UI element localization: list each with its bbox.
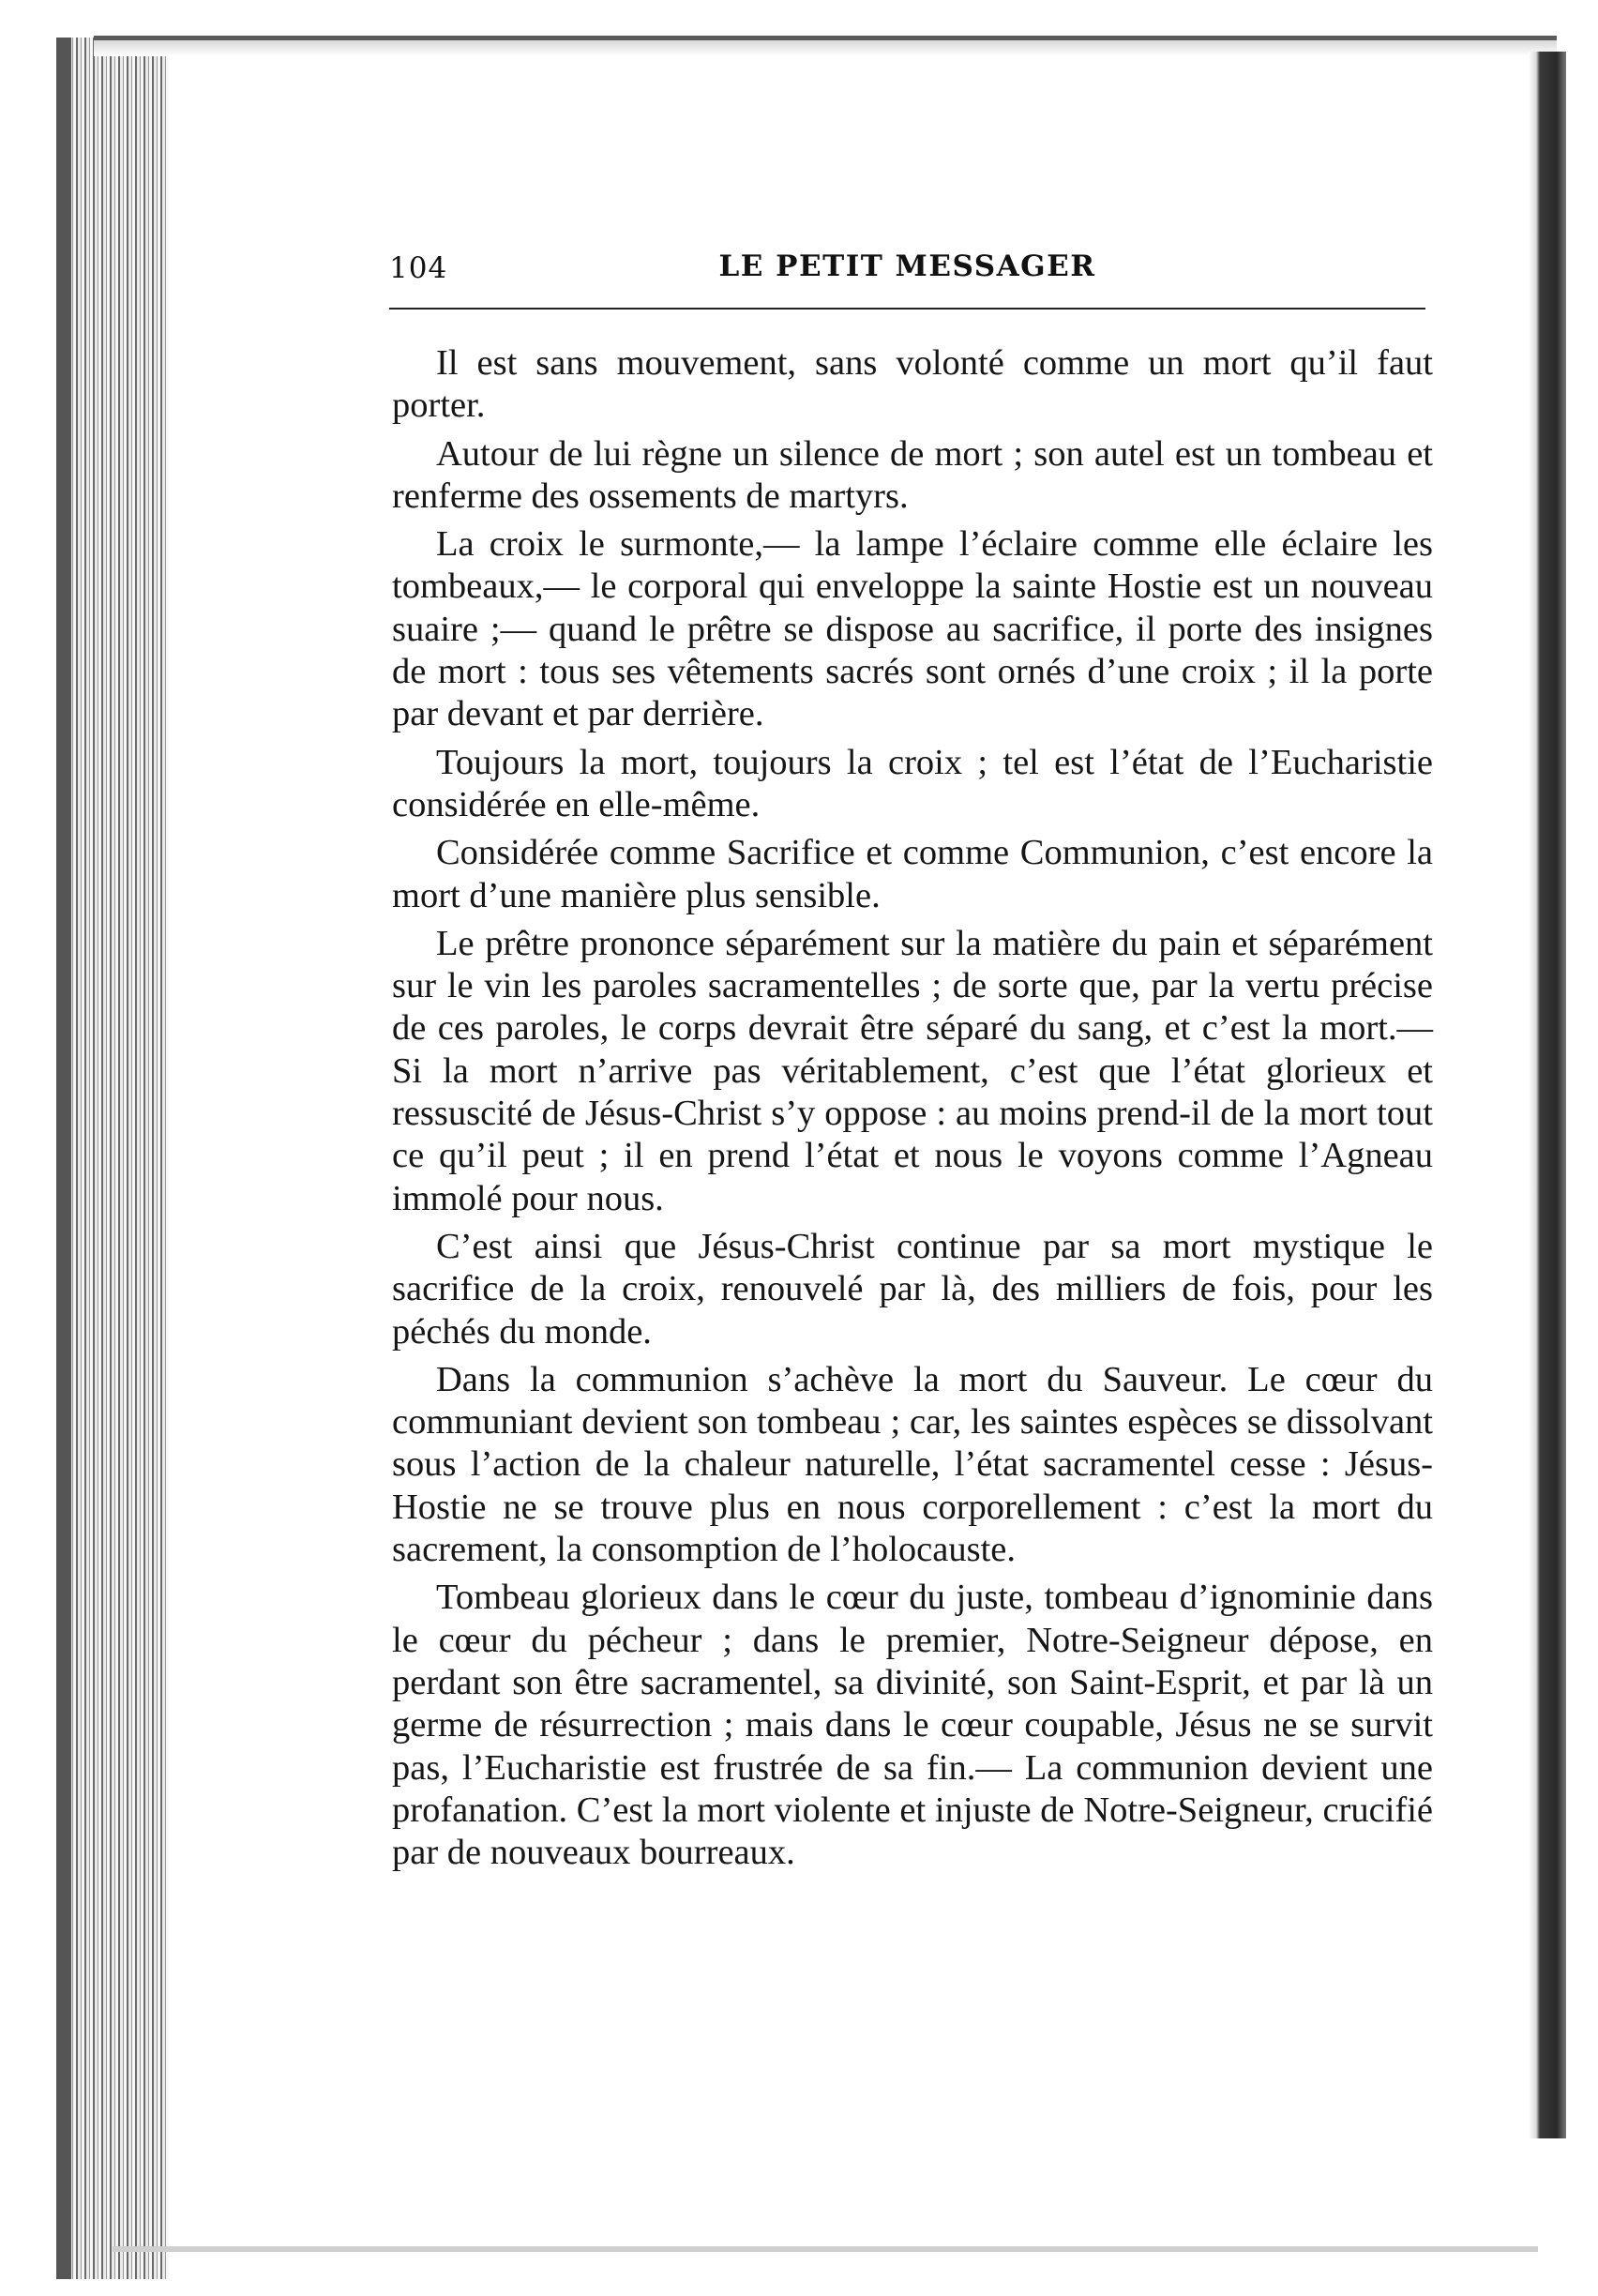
- paragraph: Autour de lui règne un silence de mort ; son autel est un tombeau et renferme des ossements de martyrs.: [392, 433, 1433, 516]
- paragraph: C’est ainsi que Jésus-Christ continue par sa mort mystique le sacrifice de la croix, renouvelé par là, des milliers de fois, pour les péchés du monde.: [392, 1226, 1433, 1352]
- running-title: LE PETIT MESSAGER: [718, 249, 1096, 283]
- book-spine-shadow: [56, 38, 71, 2279]
- paragraph: Tombeau glorieux dans le cœur du juste, tombeau d’ignominie dans le cœur du pécheur ; dans le premier, Notre-Seigneur dépose, en perdant son être sacramentel, sa divinité, son Saint-Esprit, et par là un germe de résurrection ; mais dans le cœur coupable, Jésus ne se survit pas, l’Eucharistie est frustrée de sa fin.— La communion devient une profanation. C’est la mort violente et injuste de Notre-Seigneur, crucifié par de nouveaux bourreaux.: [392, 1578, 1433, 1873]
- paragraph: Toujours la mort, toujours la croix ; tel est l’état de l’Eucharistie considérée en elle-même.: [392, 742, 1433, 824]
- paragraph: La croix le surmonte,— la lampe l’éclaire comme elle éclaire les tombeaux,— le corporal qui enveloppe la sainte Hostie est un nouveau suaire ;— quand le prêtre se dispose au sacrifice, il porte des insignes de mort : tous ses vêtements sacrés sont ornés d’une croix ; il la porte par devant et par derrière.: [392, 524, 1433, 734]
- book-top-edge: [94, 36, 1557, 56]
- book-page-edges-right: [1529, 52, 1566, 2138]
- book-bottom-edge: [113, 2246, 1538, 2252]
- paragraph: Dans la communion s’achève la mort du Sauveur. Le cœur du communiant devient son tombeau ; car, les saintes espèces se dissolvant sous l’action de la chaleur naturelle, l’état sacramentel cesse : Jésus-Hostie ne se trouve plus en nous corporellement : c’est la mort du sacrement, la consomption de l’holocauste.: [392, 1359, 1433, 1570]
- paragraph: Le prêtre prononce séparément sur la matière du pain et séparément sur le vin les paroles sacramentelles ; de sorte que, par la vertu précise de ces paroles, le corps devrait être séparé du sang, et c’est la mort.— Si la mort n’arrive pas véritablement, c’est que l’état glorieux et ressuscité de Jésus-Christ s’y oppose : au moins prend-il de la mort tout ce qu’il peut ; il en prend l’état et nous le voyons comme l’Agneau immolé pour nous.: [392, 923, 1433, 1218]
- page-number: 104: [389, 251, 448, 285]
- paragraph: Il est sans mouvement, sans volonté comme un mort qu’il faut porter.: [392, 343, 1433, 426]
- book-page-edges-left: [56, 38, 169, 2279]
- body-text: [392, 342, 1433, 1880]
- running-head: [389, 251, 1425, 310]
- paragraph: Considérée comme Sacrifice et comme Communion, c’est encore la mort d’une manière plus sensible.: [392, 833, 1433, 915]
